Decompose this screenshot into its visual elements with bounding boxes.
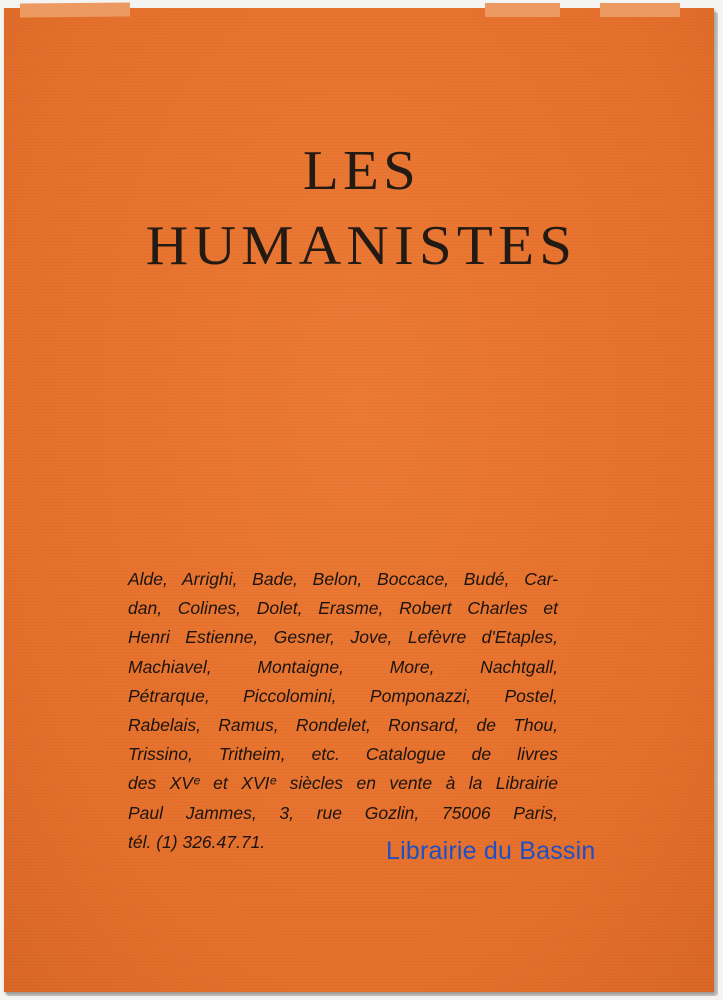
description-line: Alde, Arrighi, Bade, Belon, Boccace, Budé, Car- <box>128 569 558 589</box>
description-line: Rabelais, Ramus, Rondelet, Ronsard, de Thou, <box>128 715 558 736</box>
description-line: Machiavel, Montaigne, More, Nachtgall, <box>128 656 558 677</box>
seller-watermark: Librairie du Bassin <box>386 837 596 865</box>
torn-edge <box>20 3 130 18</box>
description-line: Pétrarque, Piccolomini, Pomponazzi, Postel, <box>128 685 558 706</box>
cover-description <box>128 565 558 857</box>
description-line: des XVᵉ et XVIᵉ siècles en vente à la Librairie <box>128 773 558 794</box>
description-line: dan, Colines, Dolet, Erasme, Robert Charles et <box>128 598 558 619</box>
description-line: tél. (1) 326.47.71. <box>128 831 266 852</box>
torn-edge <box>600 3 680 17</box>
description-line: Trissino, Tritheim, etc. Catalogue de livres <box>128 744 558 765</box>
description-line: Henri Estienne, Gesner, Jove, Lefèvre d'Etaples, <box>128 627 558 648</box>
cover-title-line2: HUMANISTES <box>145 215 578 277</box>
description-line: Paul Jammes, 3, rue Gozlin, 75006 Paris, <box>128 802 558 823</box>
cover-title-line1: LES <box>302 140 421 202</box>
torn-edge <box>485 3 560 17</box>
